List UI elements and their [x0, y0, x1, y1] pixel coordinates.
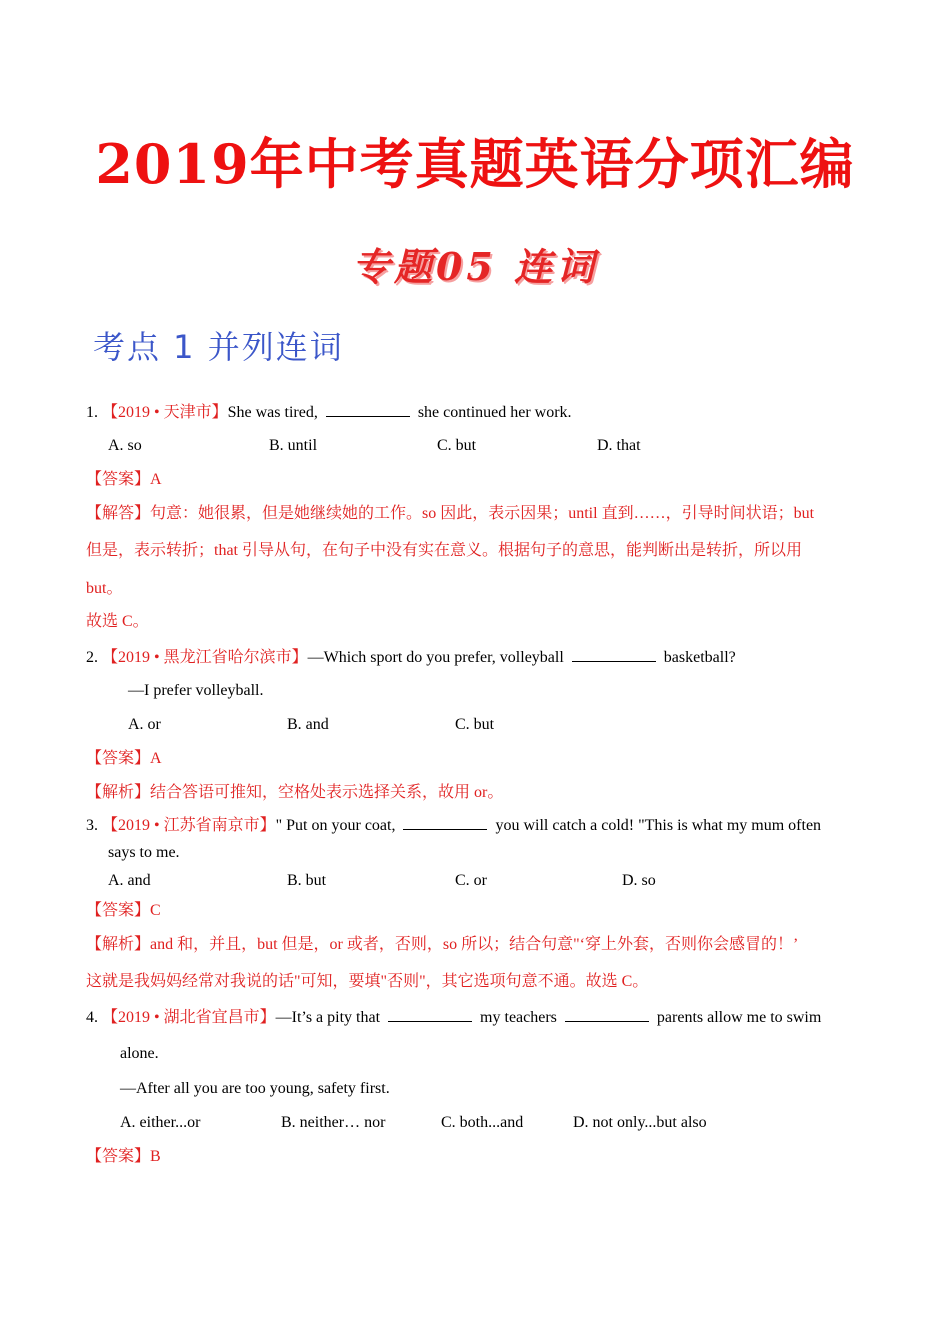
- explanation-line: 【解析】结合答语可推知，空格处表示选择关系，故用 or。: [86, 784, 504, 801]
- explanation-line: 【解析】and 和，并且，but 但是，or 或者，否则，so 所以；结合句意"‘穿上外套，否则你会感冒的！’: [86, 936, 799, 953]
- section-heading: 考点 1 并列连词: [93, 328, 344, 366]
- question-stem-continued: says to me.: [108, 844, 180, 861]
- option: A. so: [108, 437, 142, 454]
- option: D. that: [597, 437, 641, 454]
- dialogue-reply: —After all you are too young, safety first.: [120, 1080, 390, 1097]
- answer-blank: [572, 647, 656, 662]
- option: C. or: [455, 872, 487, 889]
- question-number: 1.: [86, 404, 98, 421]
- answer-line: 【答案】C: [86, 902, 161, 919]
- question-number: 2.: [86, 649, 98, 666]
- answer-blank: [326, 402, 410, 417]
- option: C. but: [455, 716, 495, 733]
- answer-line: 【答案】A: [86, 750, 162, 767]
- answer-blank: [565, 1007, 649, 1022]
- option: A. either...or: [120, 1114, 201, 1131]
- question-4-stem: 4. 【2019 • 湖北省宜昌市】—It’s a pity that my teachers parents allow me to swim: [86, 1009, 822, 1026]
- question-source: 【2019 • 黑龙江省哈尔滨市】: [102, 649, 308, 666]
- question-1-stem: 1. 【2019 • 天津市】She was tired, she continued her work.: [86, 404, 572, 421]
- dialogue-reply: —I prefer volleyball.: [128, 682, 264, 699]
- answer-line: 【答案】B: [86, 1148, 161, 1165]
- question-source: 【2019 • 湖北省宜昌市】: [102, 1009, 276, 1026]
- question-number: 4.: [86, 1009, 98, 1026]
- question-number: 3.: [86, 817, 98, 834]
- explanation-line: 【解答】句意：她很累，但是她继续她的工作。so 因此，表示因果；until 直到……，引导时间状语；but: [86, 505, 815, 522]
- document-title: 2019年中考真题英语分项汇编: [95, 132, 855, 196]
- question-3-stem: 3. 【2019 • 江苏省南京市】" Put on your coat, you will catch a cold! "This is what my mum often: [86, 817, 822, 834]
- explanation-line: 但是，表示转折；that 引导从句，在句子中没有实在意义。根据句子的意思，能判断出是转折，所以用: [86, 542, 802, 559]
- answer-blank: [403, 815, 487, 830]
- option: B. and: [287, 716, 329, 733]
- answer-blank: [388, 1007, 472, 1022]
- answer-line: 【答案】A: [86, 471, 162, 488]
- option: B. neither… nor: [281, 1114, 386, 1131]
- option: A. and: [108, 872, 151, 889]
- question-2-stem: 2. 【2019 • 黑龙江省哈尔滨市】—Which sport do you prefer, volleyball basketball?: [86, 649, 736, 666]
- option: D. not only...but also: [573, 1114, 707, 1131]
- option: B. but: [287, 872, 327, 889]
- option: D. so: [622, 872, 656, 889]
- explanation-line: 这就是我妈妈经常对我说的话"可知，要填"否则"，其它选项句意不通。故选 C。: [86, 973, 649, 990]
- option: C. both...and: [441, 1114, 524, 1131]
- question-source: 【2019 • 天津市】: [102, 404, 228, 421]
- question-source: 【2019 • 江苏省南京市】: [102, 817, 276, 834]
- option: B. until: [269, 437, 318, 454]
- question-stem-continued: alone.: [120, 1045, 159, 1062]
- topic-subtitle: 专题05 连词: [351, 244, 599, 289]
- explanation-line: but。: [86, 580, 123, 597]
- option: C. but: [437, 437, 477, 454]
- option: A. or: [128, 716, 161, 733]
- explanation-line: 故选 C。: [86, 613, 149, 630]
